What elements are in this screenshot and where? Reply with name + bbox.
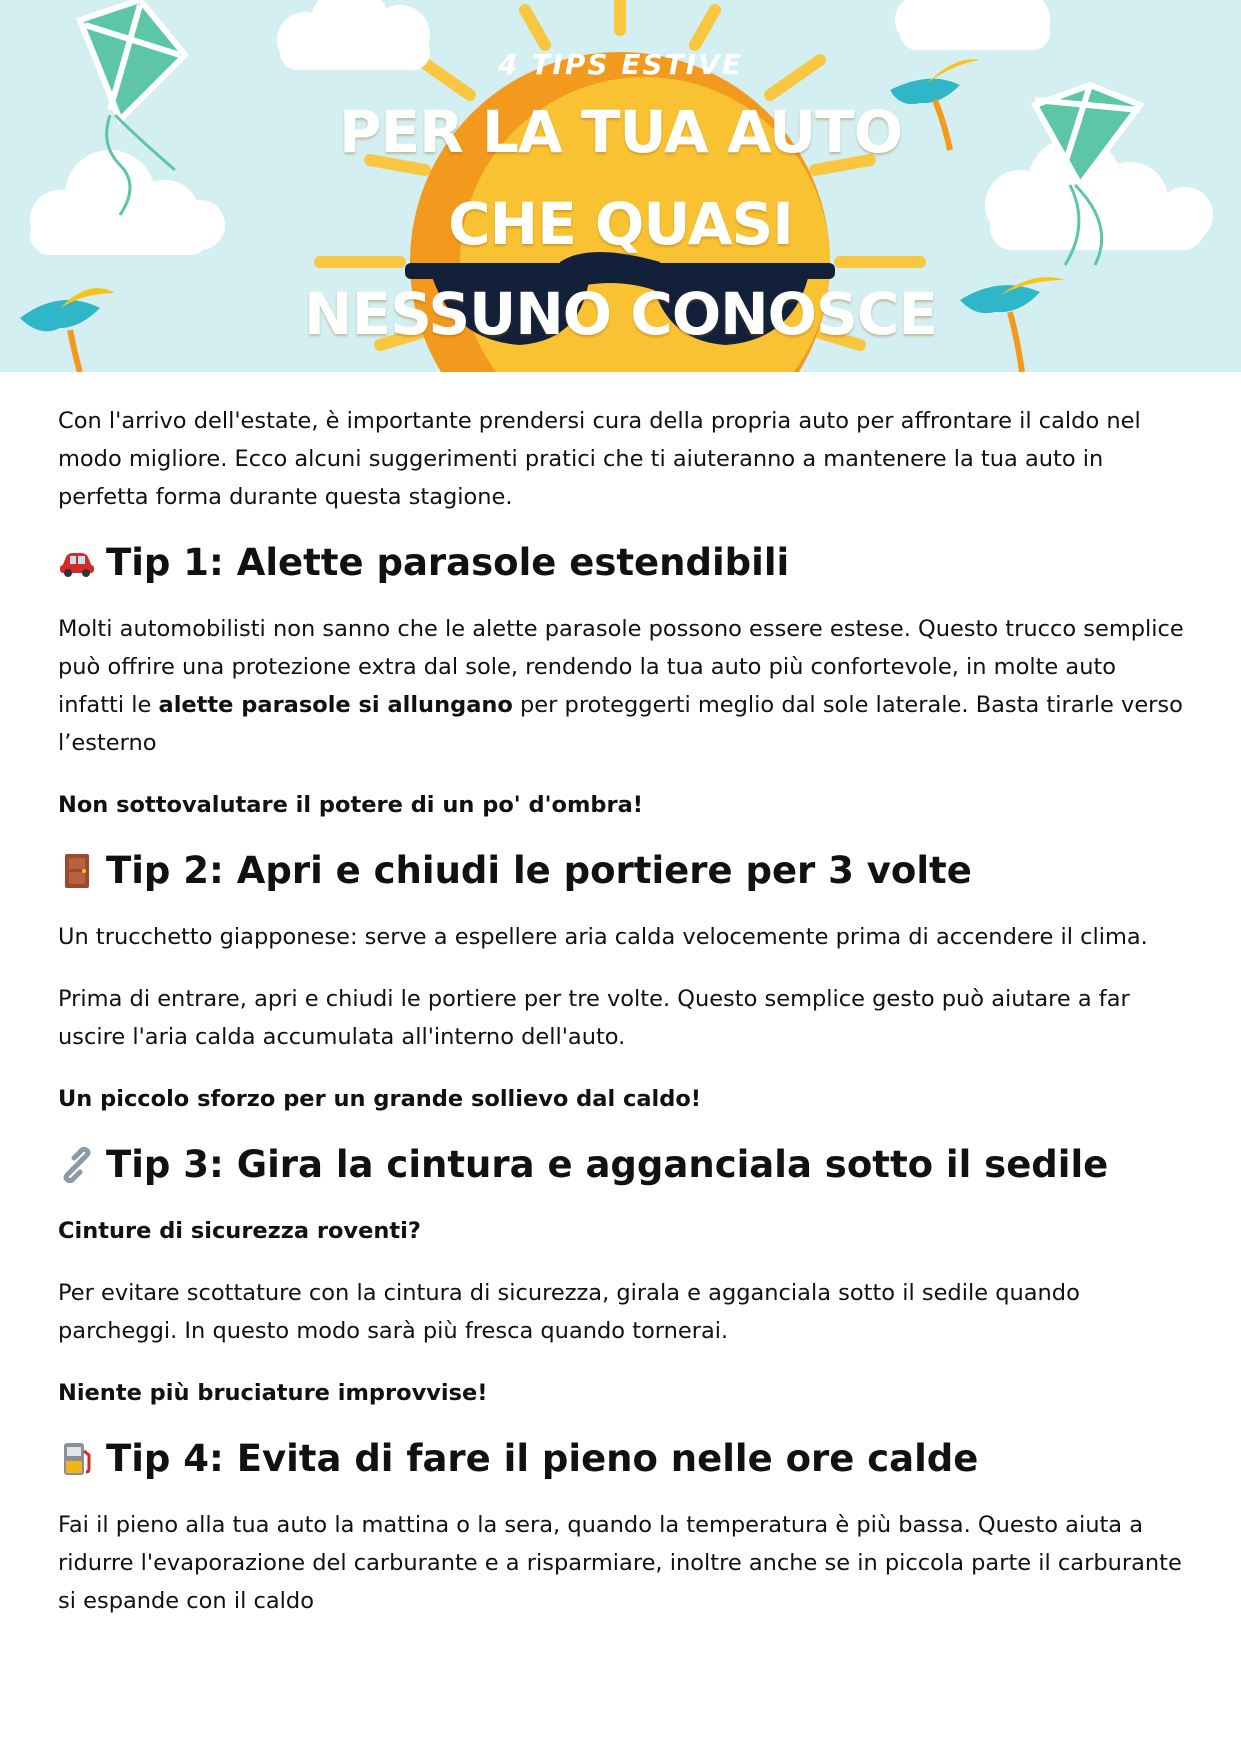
intro-paragraph: Con l'arrivo dell'estate, è importante prendersi cura della propria auto per affrontare il caldo nel modo migliore. Ecco alcuni suggerimenti pratici che ti aiuteranno a mantenere la tua auto in perfetta forma durante questa stagione. (58, 408, 1141, 510)
banner-kicker: 4 TIPS ESTIVE (498, 48, 743, 81)
tip-2-title: Tip 2: Apri e chiudi le portiere per 3 volte (106, 849, 972, 892)
tip-3-heading (58, 1142, 1186, 1188)
tip-4-title: Tip 4: Evita di fare il pieno nelle ore calde (106, 1437, 979, 1480)
tip-1-body-text-end: per proteggerti meglio dal sole laterale. Basta tirarle verso l’esterno (58, 692, 1183, 756)
banner-title-line-1: PER LA TUA AUTO (338, 98, 903, 166)
tip-1-closing: Non sottovalutare il potere di un po' d'ombra! (58, 792, 644, 818)
tip-1-heading (58, 540, 1186, 586)
tip-3-closing: Niente più bruciature improvvise! (58, 1380, 488, 1406)
banner-title-line-3: NESSUNO CONOSCE (304, 280, 937, 348)
tip-3-body: Per evitare scottature con la cintura di sicurezza, girala e agganciala sotto il sedile quando parcheggi. In questo modo sarà più fresca quando tornerai. (58, 1280, 1080, 1344)
banner-title-line-2: CHE QUASI (448, 190, 793, 258)
header-banner (0, 0, 1241, 372)
tip-2-closing: Un piccolo sforzo per un grande sollievo dal caldo! (58, 1086, 702, 1112)
tip-4-heading (58, 1436, 1186, 1482)
tip-2-heading (58, 848, 1186, 894)
car-icon (58, 544, 96, 582)
fuel-pump-icon (58, 1440, 96, 1478)
tip-2-body-2: Prima di entrare, apri e chiudi le portiere per tre volte. Questo semplice gesto può aiutare a far uscire l'aria calda accumulata all'interno dell'auto. (58, 986, 1130, 1050)
tip-2-body-1: Un trucchetto giapponese: serve a espellere aria calda velocemente prima di accendere il clima. (58, 924, 1148, 950)
tip-1-body-highlight: alette parasole si allungano (158, 692, 513, 718)
tip-1-body-text: Molti automobilisti non sanno che le alette parasole possono essere estese. Questo trucco semplice può offrire una protezione extra dal sole, rendendo la tua auto più confortevole, in molte auto infatti le (58, 616, 1184, 718)
tip-1-body (58, 610, 1186, 762)
tip-1-title: Tip 1: Alette parasole estendibili (106, 541, 790, 584)
tip-4-body: Fai il pieno alla tua auto la mattina o la sera, quando la temperatura è più bassa. Questo aiuta a ridurre l'evaporazione del carburante e a risparmiare, inoltre anche se in piccola parte il carburante si espande con il caldo (58, 1512, 1182, 1614)
tip-3-title: Tip 3: Gira la cintura e agganciala sotto il sedile (106, 1143, 1109, 1186)
door-icon (58, 852, 96, 890)
tip-3-subtitle: Cinture di sicurezza roventi? (58, 1218, 421, 1244)
link-icon (58, 1146, 96, 1184)
article-body (58, 402, 1186, 1644)
